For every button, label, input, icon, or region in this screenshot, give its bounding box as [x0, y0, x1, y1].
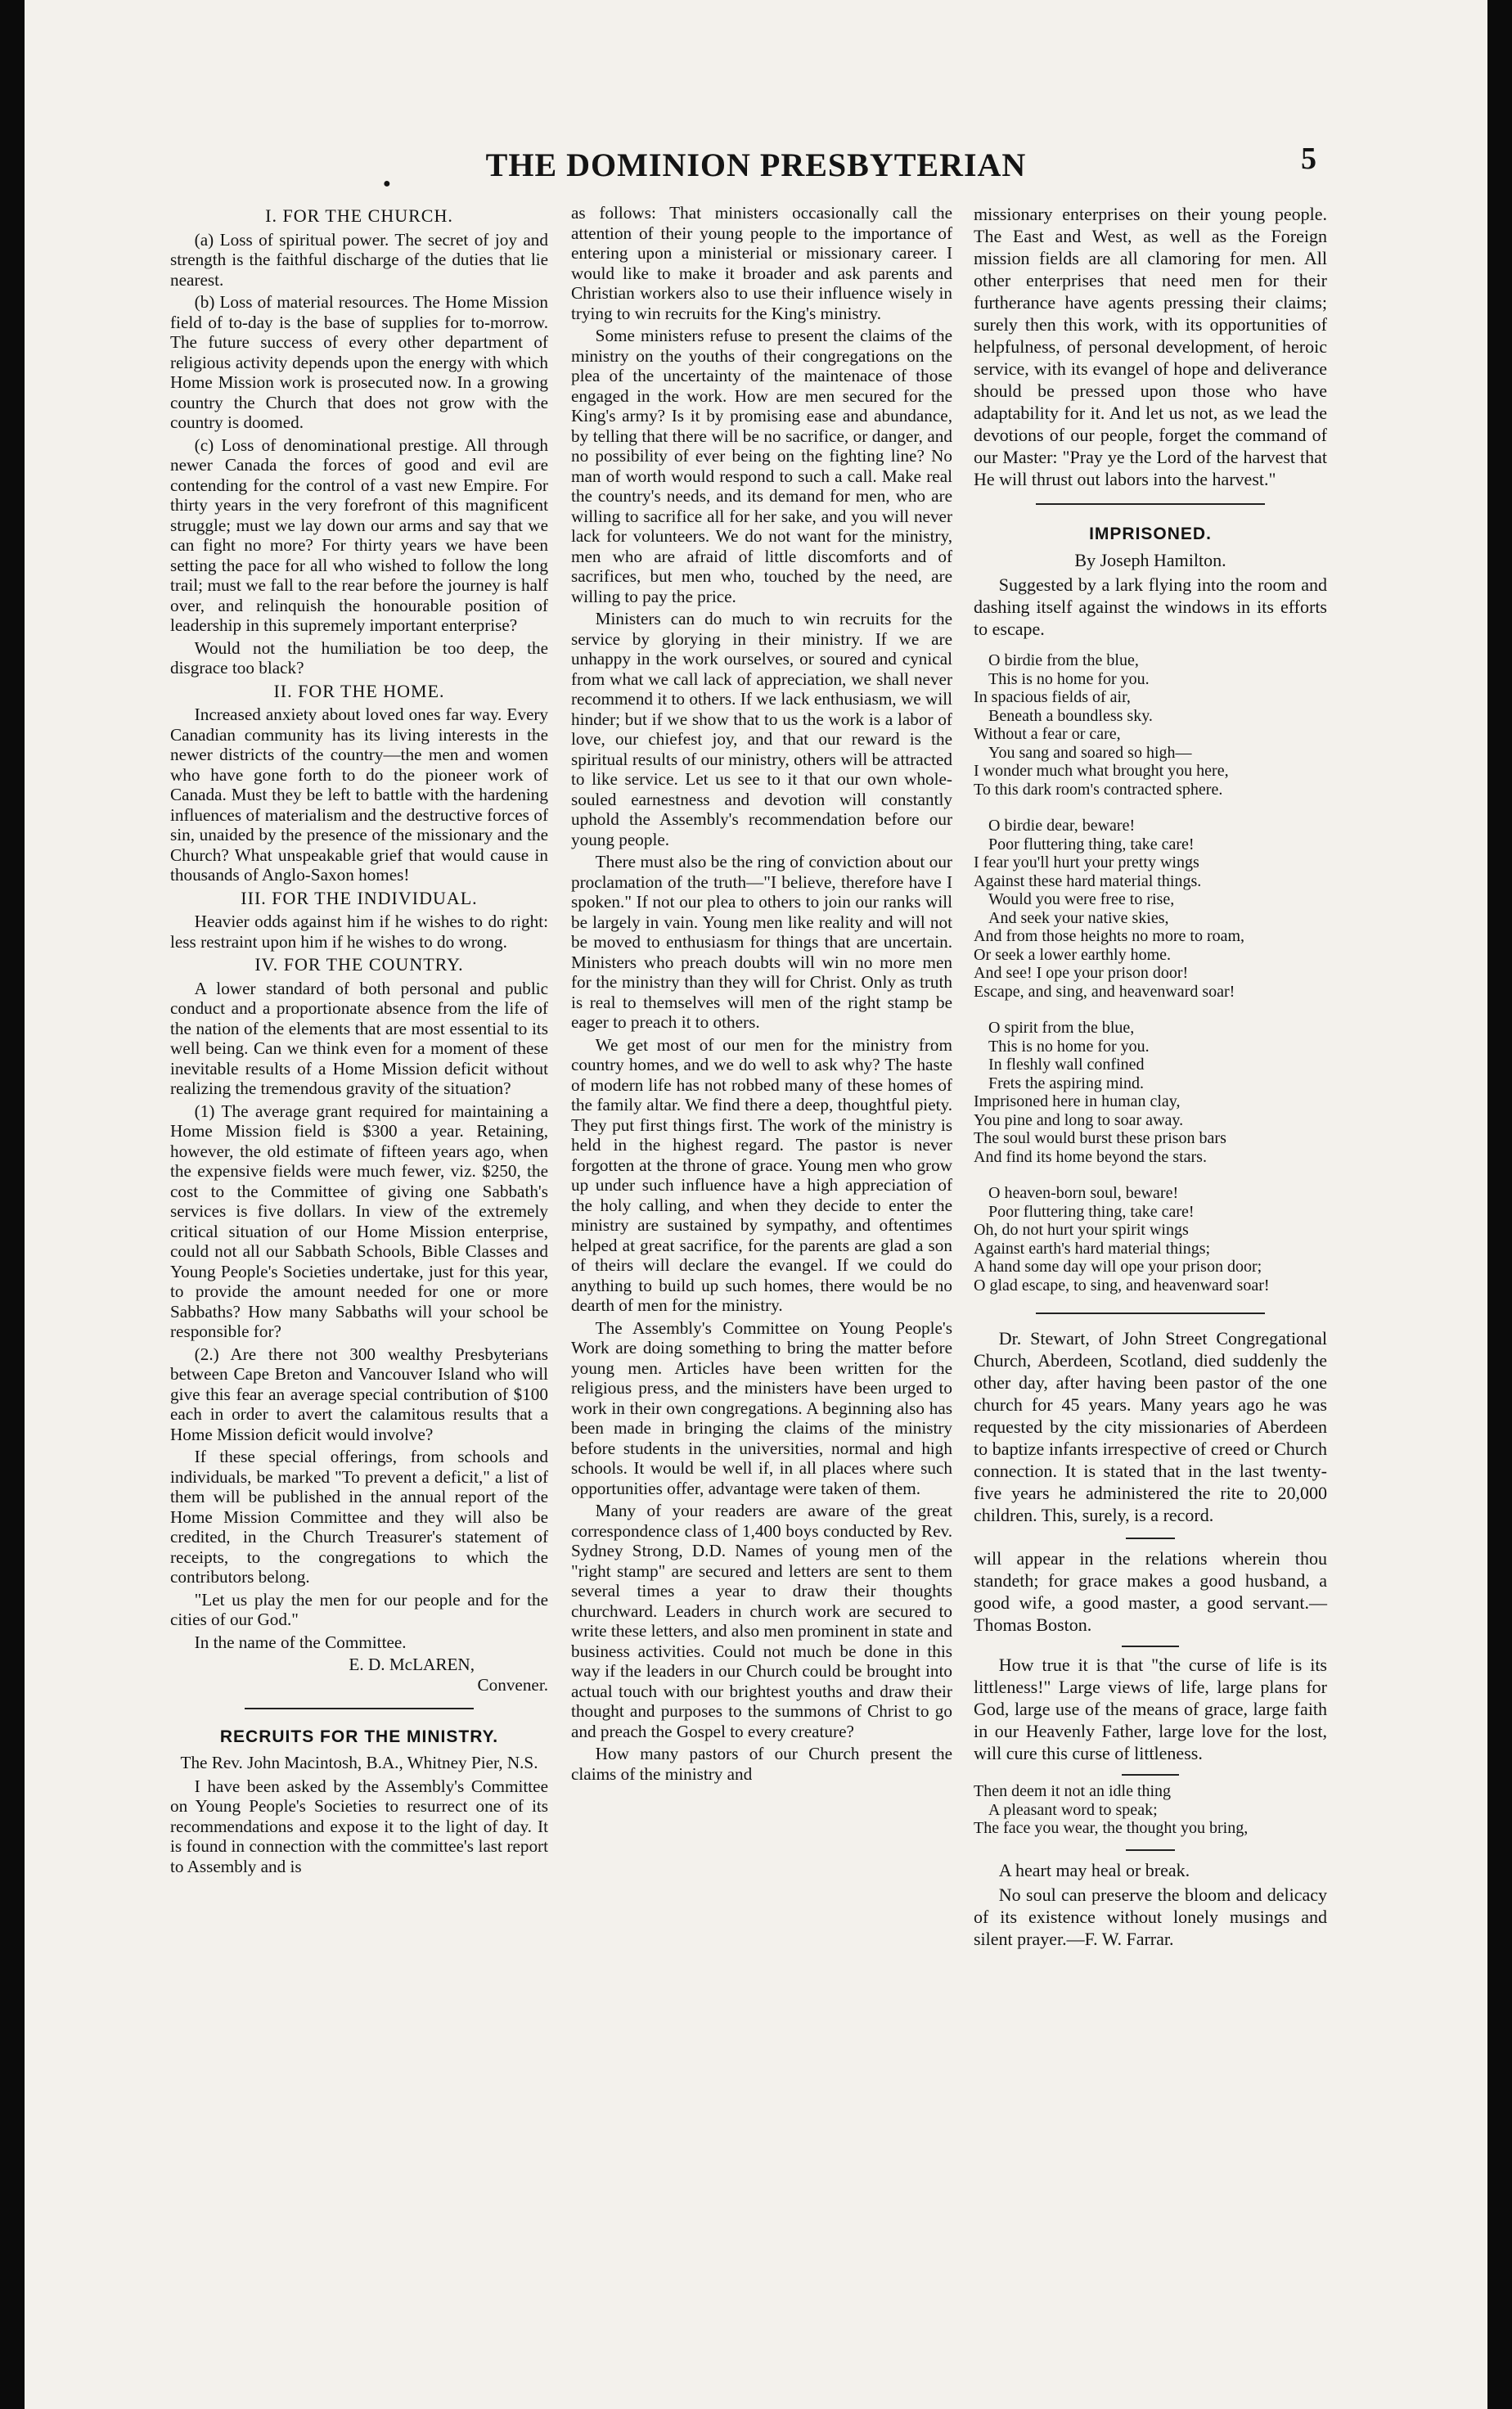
poem-line: This is no home for you.: [988, 669, 1150, 688]
column-2: [571, 203, 952, 1786]
paragraph: How true it is that "the curse of life is its littleness!" Large views of life, large plans for God, large use of the means of grace, large faith in our Heavenly Father, large love for the lost, will cure this curse of littleness.: [974, 1655, 1327, 1763]
paragraph: (c) Loss of denominational prestige. All through newer Canada the forces of good and evil are contending for the control of a vast new Empire. For thirty years in the very forefront of this magnificent struggle; must we lay down our arms and say that we can fight no more? For thirty years we have been setting the pace for all who wished to follow the long trail; must we fall to the rear before the journey is half over, and relinquish the honourable position of leadership in this supremely important enterprise?: [170, 435, 548, 635]
paragraph: If these special offerings, from schools and individuals, be marked "To prevent a deficit," a list of them will be published in the annual report of the Home Mission Committee and they will also be credited, in the Church Treasurer's statement of receipts, to the congregations to which the contributors belong.: [170, 1447, 548, 1587]
paragraph: A lower standard of both personal and public conduct and a proportionate absence from the life of the nation of the elements that are most essential to its well being. Can we think even for a moment of these inevitable results of a Home Mission deficit without realizing the tremendous gravity of the situation?: [170, 978, 548, 1098]
poem-line: O spirit from the blue,: [988, 1019, 1135, 1037]
byline: The Rev. John Macintosh, B.A., Whitney Pier, N.S.: [180, 1752, 538, 1772]
newspaper-page: [25, 0, 1487, 2409]
paragraph: will appear in the relations wherein thou standeth; for grace makes a good husband, a good wife, a good master, a good servant.—Thomas Boston.: [974, 1548, 1327, 1635]
stanza: [974, 817, 1327, 1001]
poem-line: You pine and long to soar away.: [974, 1110, 1184, 1129]
poem-line: A hand some day will ope your prison door;: [974, 1258, 1262, 1276]
column-1: [170, 203, 548, 1879]
poem-line: Imprisoned here in human clay,: [974, 1092, 1181, 1110]
divider-rule: [1036, 1313, 1265, 1314]
poem-line: In spacious fields of air,: [974, 688, 1131, 706]
section-heading-country: IV. FOR THE COUNTRY.: [254, 954, 464, 975]
paragraph: Many of your readers are aware of the great correspondence class of 1,400 boys conducted by Rev. Sydney Strong, D.D. Names of young men of the "right stamp" are secured and letters are sent to them several times a year to draw their thoughts churchward. Leaders in church work are secured to write these letters, and also men prominent in state and business activities. Could not much be done in this way if the leaders in our Church could be brought into actual touch with our brightest youths and draw their thought and purposes to the summons of Christ to go and preach the Gospel to every creature?: [571, 1501, 952, 1741]
divider-rule: [1126, 1538, 1175, 1539]
poem-line: O birdie from the blue,: [988, 651, 1139, 669]
poem-line: Without a fear or care,: [974, 725, 1121, 743]
poem-line: O heaven-born soul, beware!: [988, 1184, 1179, 1202]
poem-line: Against earth's hard material things;: [974, 1239, 1211, 1258]
verse-line: The face you wear, the thought you bring,: [974, 1819, 1249, 1837]
poem-line: O birdie dear, beware!: [988, 817, 1136, 835]
section-heading-church: I. FOR THE CHURCH.: [265, 205, 453, 226]
paragraph: as follows: That ministers occasionally call the attention of their young people to the importance of entering upon a ministerial or missionary career. I would like to make it broader and ask parents and Christian workers also to use their influence wisely in trying to win recruits for the King's ministry.: [571, 203, 952, 323]
poem-line: This is no home for you.: [988, 1037, 1150, 1056]
paragraph: How many pastors of our Church present the claims of the ministry and: [571, 1744, 952, 1784]
poem-line: I fear you'll hurt your pretty wings: [974, 853, 1199, 871]
poem-line: And see! I ope your prison door!: [974, 964, 1189, 982]
poem-author: By Joseph Hamilton.: [1074, 550, 1226, 570]
poem-line: In fleshly wall confined: [988, 1056, 1145, 1074]
paragraph: No soul can preserve the bloom and delicacy of its existence without lonely musings and silent prayer.—F. W. Farrar.: [974, 1884, 1327, 1949]
page-number: 5: [1301, 142, 1316, 176]
stanza: [974, 1184, 1327, 1295]
masthead-title: THE DOMINION PRESBYTERIAN: [485, 146, 1027, 183]
section-heading-individual: III. FOR THE INDIVIDUAL.: [241, 887, 478, 908]
section-heading-home: II. FOR THE HOME.: [273, 680, 445, 701]
paragraph: Suggested by a lark flying into the room and dashing itself against the windows in its efforts to escape.: [974, 574, 1327, 639]
ornament-dot: ●: [383, 177, 391, 191]
poem-line: Poor fluttering thing, take care!: [988, 835, 1195, 853]
paragraph: (2.) Are there not 300 wealthy Presbyterians between Cape Breton and Vancouver Island who will give this fear an average special contribution of $100 each in order to avert the calamitous results that a Home Mission deficit would involve?: [170, 1344, 548, 1444]
divider-rule: [245, 1708, 474, 1709]
poem-line: Would you were free to rise,: [988, 890, 1175, 908]
paragraph: We get most of our men for the ministry from country homes, and we do well to ask why? The haste of modern life has not robbed many of these homes of the family altar. We find there a deep, thoughtful piety. They put first things first. The work of the ministry is held in the highest regard. The pastor is never forgotten at the throne of grace. Young men who grow up under such influence have a high appreciation of the holy calling, and when they decide to enter the ministry are sustained by sympathy, and oftentimes helped at great sacrifice, for the parents are glad a son of theirs will declare the evangel. If we could do anything to build up such homes, there would be no dearth of men for the ministry.: [571, 1034, 952, 1315]
stanza: [974, 1019, 1327, 1166]
paragraph: I have been asked by the Assembly's Committee on Young People's Societies to resurrect one of its recommendations and expose it to the light of day. It is found in connection with the committee's last report to Assembly and is: [170, 1776, 548, 1876]
paragraph: Heavier odds against him if he wishes to do right: less restraint upon him if he wishes to do wrong.: [170, 912, 548, 952]
paragraph: The Assembly's Committee on Young People's Work are doing something to bring the matter before young men. Articles have been written for the religious press, and the ministers have been urged to work in their own congregations. A beginning also has been made in bringing the claims of the ministry before students in the universities, normal and high schools. It would be well if, in all places where such opportunities offer, advantage were taken of them.: [571, 1317, 952, 1498]
poem-line: To this dark room's contracted sphere.: [974, 780, 1223, 799]
paragraph: Increased anxiety about loved ones far way. Every Canadian community has its living interests in the newer districts of the country—the men and women who have gone forth to do the pioneer work of Canada. Must they be left to battle with the hardening influences of materialism and the destructive forces of sin, unaided by the presence of the missionary and the Church? What unspeakable grief that would cause in thousands of Anglo-Saxon homes!: [170, 705, 548, 885]
poem-line: And find its home beyond the stars.: [974, 1147, 1207, 1166]
paragraph: There must also be the ring of conviction about our proclamation of the truth—"I believe, therefore have I spoken." If not our plea to others to join our ranks will be largely in vain. Young men like reality and will not be moved to enthusiasm for things that are uncertain. Ministers who preach doubts will win no more men for the ministry than they will for Christ. Only as truth is real to themselves will men of the right stamp be eager to preach it to others.: [571, 852, 952, 1032]
paragraph: missionary enterprises on their young people. The East and West, as well as the Foreign mission fields are all clamoring for men. All other enterprises that need men for their furtherance have agents pressing their claims; surely then this work, with its opportunities of helpfulness, of personal development, of heroic service, with its evangel of hope and deliverance should be pressed upon those who have adaptability for it. And let us not, as we lead the devotions of our people, forget the command of our Master: "Pray ye the Lord of the harvest that He will thrust out labors into the harvest.": [974, 204, 1327, 489]
signature-title: Convener.: [477, 1674, 548, 1695]
article-headline-recruits: RECRUITS FOR THE MINISTRY.: [219, 1727, 499, 1746]
poem-line: I wonder much what brought you here,: [974, 762, 1229, 780]
verse-line: A pleasant word to speak;: [988, 1800, 1158, 1819]
paragraph: Some ministers refuse to present the claims of the ministry on the youths of their congregations on the plea of the uncertainty of the maintenace of those engaged in the work. How are men secured for the King's army? Is it by promising ease and abundance, by telling that there will be no sacrifice, or danger, and no possibility of ever being on the fighting line? No man of worth would respond to such a call. Make real the country's needs, and its demand for men, who are willing to sacrifice all for her sake, and you will never lack for volunteers. We do not want for the ministry, men who are afraid of little discomforts and of sacrifices, but men who, touched by the need, are willing to pay the price.: [571, 326, 952, 606]
paragraph: Dr. Stewart, of John Street Congregational Church, Aberdeen, Scotland, died suddenly the other day, after having been pastor of the one church for 45 years. Many years ago he was requested by the city missionaries of Aberdeen to baptize infants irrespective of creed or Church connection. It is stated that in the last twenty-five years he administered the rite to 20,000 children. This, surely, is a record.: [974, 1328, 1327, 1525]
paragraph: (1) The average grant required for maintaining a Home Mission field is $300 a year. Retaining, however, the old estimate of fifteen years ago, when the expensive fields were much fewer, viz. $250, the cost to the Committee of giving one Sabbath's services is five dollars. In view of the extremely critical situation of our Home Mission enterprise, could not all our Sabbath Schools, Bible Classes and Young People's Societies undertake, just for this year, to provide the amount needed for one or more Sabbaths? How many Sabbaths will your school be responsible for?: [170, 1101, 548, 1341]
poem-line: You sang and soared so high—: [988, 743, 1192, 762]
poem-line: Escape, and sing, and heavenward soar!: [974, 982, 1235, 1001]
paragraph: A heart may heal or break.: [998, 1859, 1190, 1880]
paragraph: In the name of the Committee.: [194, 1632, 407, 1652]
poem-line: The soul would burst these prison bars: [974, 1129, 1226, 1147]
poem-line: O glad escape, to sing, and heavenward soar!: [974, 1276, 1270, 1295]
poem-title: IMPRISONED.: [1089, 525, 1212, 543]
masthead: [25, 142, 1487, 195]
paragraph: (b) Loss of material resources. The Home Mission field of to-day is the base of supplies for to-morrow. The future success of every other department of religious activity depends upon the energy with which Home Mission work is prosecuted now. In a growing country the Church that does not grow with the country is doomed.: [170, 292, 548, 432]
divider-rule: [1126, 1849, 1175, 1851]
divider-rule: [1036, 503, 1265, 505]
poem-line: And from those heights no more to roam,: [974, 927, 1245, 945]
poem-line: Frets the aspiring mind.: [988, 1074, 1144, 1092]
poem-line: Oh, do not hurt your spirit wings: [974, 1221, 1189, 1239]
divider-rule: [1122, 1646, 1179, 1647]
poem-line: Or seek a lower earthly home.: [974, 945, 1172, 964]
signature-name: E. D. McLAREN,: [349, 1655, 475, 1674]
paragraph: Ministers can do much to win recruits for the service by glorying in their ministry. If we are unhappy in the work ourselves, or soured and cynical from what we call lack of appreciation, we shall never recommend it to others. If we lack enthusiasm, we will hinder; but if we show that to us the work is a labor of love, our chiefest joy, and that our reward is the spiritual results of our ministry, others will be attracted to like service. Let us see to it that our own whole-souled earnestness and devotion will constantly uphold the Assembly's recommendation before our young people.: [571, 609, 952, 849]
poem-line: Against these hard material things.: [974, 871, 1202, 890]
poem: [974, 651, 1327, 1295]
verse-line: Then deem it not an idle thing: [974, 1782, 1172, 1800]
paragraph: Would not the humiliation be too deep, the disgrace too black?: [170, 637, 548, 678]
column-3: [974, 203, 1327, 1952]
poem-line: Beneath a boundless sky.: [988, 706, 1153, 725]
poem-line: Poor fluttering thing, take care!: [988, 1202, 1195, 1221]
stanza: [974, 651, 1327, 799]
paragraph: "Let us play the men for our people and for the cities of our God.": [170, 1589, 548, 1629]
divider-rule: [1122, 1774, 1179, 1776]
poem-line: And seek your native skies,: [988, 908, 1169, 927]
paragraph: (a) Loss of spiritual power. The secret of joy and strength is the faithful discharge of the duties that lie nearest.: [170, 229, 548, 290]
verse: [974, 1782, 1327, 1838]
